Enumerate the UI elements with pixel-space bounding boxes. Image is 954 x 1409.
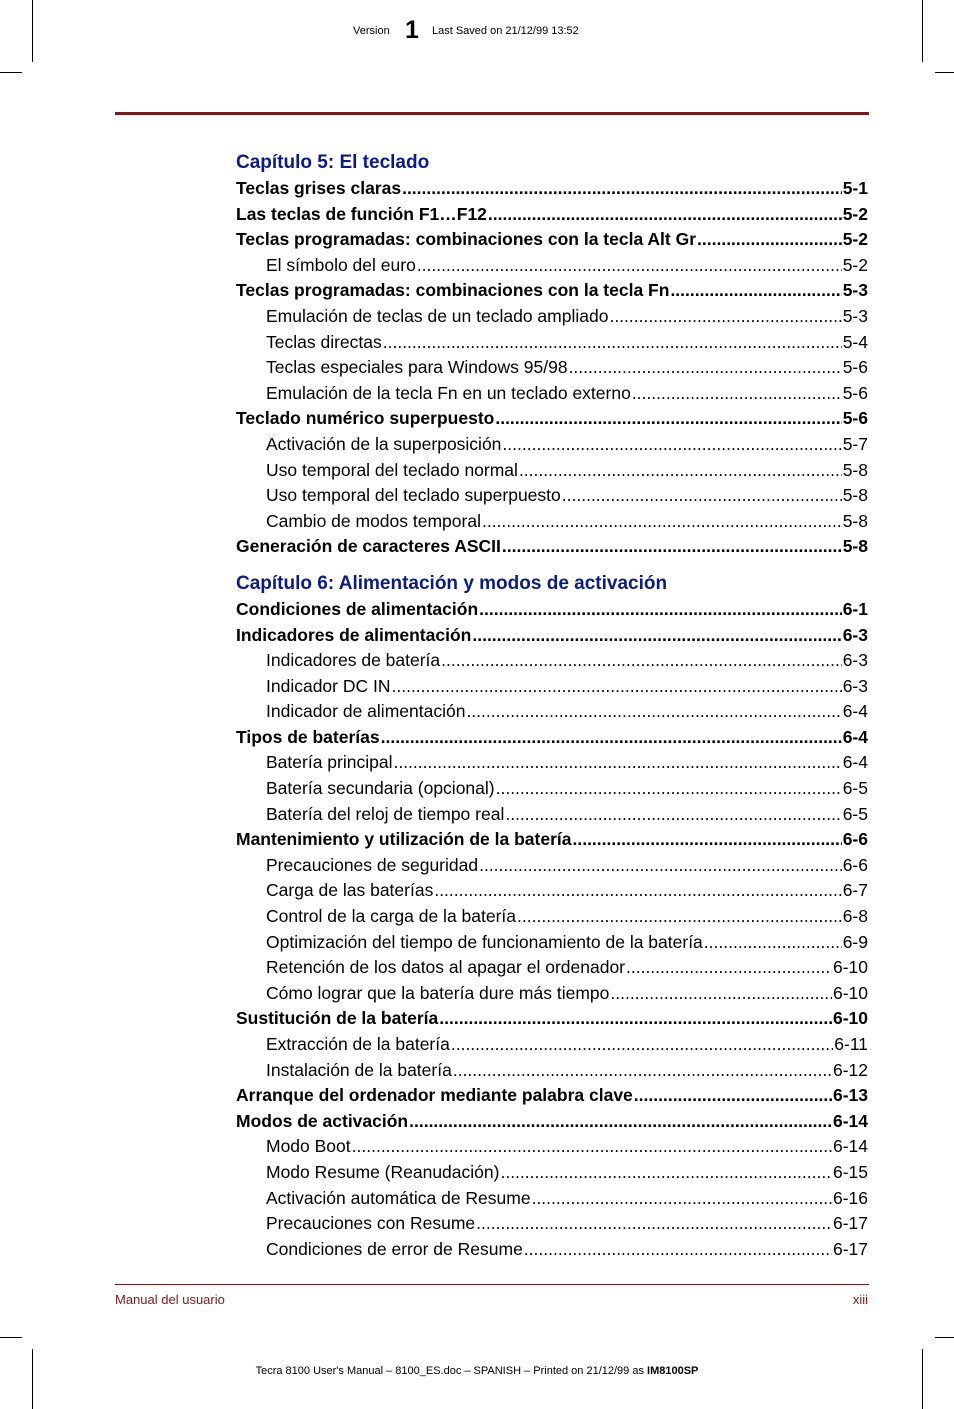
toc-entry-page: 6-6 bbox=[842, 829, 868, 850]
dot-leader bbox=[569, 355, 842, 381]
toc-entry-title: Carga de las baterías bbox=[266, 880, 434, 901]
dot-leader bbox=[476, 1211, 832, 1237]
dot-leader bbox=[381, 725, 842, 751]
crop-mark bbox=[32, 1349, 33, 1409]
toc-entry-title: Batería principal bbox=[266, 752, 393, 773]
dot-leader bbox=[453, 1058, 832, 1084]
toc-entry[interactable] bbox=[236, 330, 868, 356]
toc-entry-page: 6-17 bbox=[832, 1213, 868, 1234]
toc-entry-title: Emulación de teclas de un teclado ampliado bbox=[266, 305, 609, 326]
toc-entry-title: Teclas directas bbox=[266, 331, 382, 352]
toc-entry-page: 6-8 bbox=[842, 906, 868, 927]
toc-entry-title: Tipos de baterías bbox=[236, 726, 380, 747]
dot-leader bbox=[524, 1237, 832, 1263]
toc-entry-page: 6-3 bbox=[842, 624, 868, 645]
toc-entry[interactable] bbox=[236, 776, 868, 802]
toc-entry[interactable] bbox=[236, 1058, 868, 1084]
crop-mark bbox=[922, 1349, 923, 1409]
version-label: Version bbox=[353, 25, 390, 37]
dot-leader bbox=[502, 534, 842, 560]
toc-entry[interactable] bbox=[236, 955, 868, 981]
toc-entry-page: 6-16 bbox=[832, 1187, 868, 1208]
toc-entry[interactable] bbox=[236, 432, 868, 458]
toc-entry-page: 6-6 bbox=[842, 854, 868, 875]
toc-entry-page: 5-6 bbox=[842, 357, 868, 378]
toc-entry[interactable] bbox=[236, 253, 868, 279]
toc-entry-title: El símbolo del euro bbox=[266, 254, 416, 275]
toc-entry[interactable] bbox=[236, 802, 868, 828]
toc-entry-title: Generación de caracteres ASCII bbox=[236, 536, 501, 557]
crop-mark bbox=[0, 72, 22, 73]
toc-entry-page: 6-10 bbox=[832, 957, 868, 978]
toc-entry[interactable] bbox=[236, 227, 868, 253]
toc-entry-page: 6-10 bbox=[832, 1008, 868, 1029]
toc-entry-title: Teclas programadas: combinaciones con la tecla Alt Gr bbox=[236, 229, 697, 250]
toc-entry[interactable] bbox=[236, 355, 868, 381]
toc-entry[interactable] bbox=[236, 904, 868, 930]
toc-entry-title: Cambio de modos temporal bbox=[266, 510, 481, 531]
toc-entry-title: Batería secundaria (opcional) bbox=[266, 778, 495, 799]
toc-entry[interactable] bbox=[236, 725, 868, 751]
toc-entry[interactable] bbox=[236, 1032, 868, 1058]
toc-entry[interactable] bbox=[236, 1109, 868, 1135]
print-info-text: Tecra 8100 User's Manual – 8100_ES.doc – SPANISH – Printed on 21/12/99 as bbox=[255, 1365, 644, 1377]
print-info bbox=[0, 1365, 954, 1377]
toc-entry[interactable] bbox=[236, 981, 868, 1007]
toc-entry-title: Extracción de la batería bbox=[266, 1034, 450, 1054]
toc-entry[interactable] bbox=[236, 597, 868, 623]
toc-entry-page: 5-8 bbox=[842, 459, 868, 480]
toc-entry-page: 5-8 bbox=[842, 536, 868, 557]
dot-leader bbox=[670, 278, 841, 304]
toc-entry[interactable] bbox=[236, 483, 868, 509]
dot-leader bbox=[697, 227, 842, 253]
toc-entry-title: Activación automática de Resume bbox=[266, 1187, 531, 1208]
toc-entry-page: 5-2 bbox=[842, 203, 868, 224]
toc-entry-title: Sustitución de la batería bbox=[236, 1008, 439, 1029]
dot-leader bbox=[488, 202, 842, 228]
toc-entry[interactable] bbox=[236, 278, 868, 304]
toc-entry-title: Modos de activación bbox=[236, 1110, 409, 1131]
toc-entry-page: 6-5 bbox=[842, 803, 868, 824]
toc-entry[interactable] bbox=[236, 1237, 868, 1263]
toc-entry-page: 5-2 bbox=[842, 254, 868, 275]
toc-entry-title: Precauciones de seguridad bbox=[266, 854, 479, 875]
toc-entry-page: 5-8 bbox=[842, 510, 868, 531]
toc-entry-page: 6-9 bbox=[842, 931, 868, 952]
toc-entry-title: Modo Resume (Reanudación) bbox=[266, 1161, 500, 1182]
toc-entry-page: 5-8 bbox=[842, 485, 868, 506]
toc-entry[interactable] bbox=[236, 202, 868, 228]
toc-entry-page: 6-7 bbox=[842, 880, 868, 901]
toc-entry-page: 6-4 bbox=[842, 726, 868, 747]
toc-entry[interactable] bbox=[236, 304, 868, 330]
dot-leader bbox=[632, 381, 842, 407]
toc-entry-page: 6-14 bbox=[832, 1110, 868, 1131]
toc-entry-title: Optimización del tiempo de funcionamiento de la batería bbox=[266, 931, 703, 952]
toc-entry-title: Emulación de la tecla Fn en un teclado externo bbox=[266, 382, 631, 403]
toc-entry-title: Uso temporal del teclado normal bbox=[266, 459, 518, 480]
toc-entry-page: 6-3 bbox=[842, 675, 868, 696]
toc-entry[interactable] bbox=[236, 381, 868, 407]
toc-entry[interactable] bbox=[236, 458, 868, 484]
top-rule bbox=[115, 112, 869, 115]
dot-leader bbox=[502, 432, 841, 458]
dot-leader bbox=[409, 1109, 832, 1135]
toc-entry[interactable] bbox=[236, 406, 868, 432]
dot-leader bbox=[572, 827, 841, 853]
chapter-title: Capítulo 5: El teclado bbox=[236, 152, 430, 173]
page-number: xiii bbox=[852, 1292, 868, 1307]
toc-entry-title: Las teclas de función F1…F12 bbox=[236, 203, 487, 224]
crop-mark bbox=[935, 72, 954, 73]
toc-entry-page: 6-5 bbox=[842, 778, 868, 799]
toc-entry-title: Indicador DC IN bbox=[266, 675, 391, 696]
print-info-code: IM8100SP bbox=[647, 1365, 699, 1377]
toc-entry-title: Modo Boot bbox=[266, 1136, 351, 1157]
toc-entry-page: 6-12 bbox=[832, 1059, 868, 1080]
toc-entry-title: Retención de los datos al apagar el ordenador bbox=[266, 957, 625, 978]
toc-entry[interactable] bbox=[236, 699, 868, 725]
toc-entry[interactable] bbox=[236, 1006, 868, 1032]
toc-entry-title: Condiciones de alimentación bbox=[236, 598, 479, 619]
chapter-title: Capítulo 6: Alimentación y modos de activación bbox=[236, 572, 668, 594]
toc-entry-title: Uso temporal del teclado superpuesto bbox=[266, 485, 561, 506]
dot-leader bbox=[482, 509, 842, 535]
dot-leader bbox=[466, 699, 841, 725]
toc-entry-page: 6-17 bbox=[832, 1238, 868, 1259]
version-number: 1 bbox=[405, 16, 419, 44]
toc-entry-page: 5-2 bbox=[842, 229, 868, 250]
toc-entry[interactable] bbox=[236, 176, 868, 202]
toc-entry[interactable] bbox=[236, 623, 868, 649]
toc-entry[interactable] bbox=[236, 1134, 868, 1160]
toc-entry-title: Precauciones con Resume bbox=[266, 1213, 476, 1234]
toc-entry[interactable] bbox=[236, 930, 868, 956]
toc-entry-title: Teclas programadas: combinaciones con la tecla Fn bbox=[236, 280, 670, 301]
dot-leader bbox=[505, 802, 841, 828]
toc-entry-page: 5-1 bbox=[842, 178, 868, 198]
toc-entry-page: 6-1 bbox=[842, 598, 868, 619]
dot-leader bbox=[517, 904, 842, 930]
toc-entry-page: 5-7 bbox=[842, 433, 868, 454]
dot-leader bbox=[562, 483, 842, 509]
toc-entry-page: 5-6 bbox=[842, 408, 868, 429]
dot-leader bbox=[439, 1006, 832, 1032]
toc-entry[interactable] bbox=[236, 674, 868, 700]
toc-entry-page: 6-4 bbox=[842, 752, 868, 773]
toc-entry[interactable] bbox=[236, 853, 868, 879]
dot-leader bbox=[393, 750, 841, 776]
toc-entry-page: 6-3 bbox=[842, 650, 868, 671]
toc-entry-page: 6-13 bbox=[832, 1085, 868, 1106]
dot-leader bbox=[352, 1134, 832, 1160]
dot-leader bbox=[609, 304, 841, 330]
toc-entry[interactable] bbox=[236, 534, 868, 560]
crop-mark bbox=[0, 1337, 22, 1338]
toc-entry[interactable] bbox=[236, 750, 868, 776]
dot-leader bbox=[441, 648, 842, 674]
toc-entry[interactable] bbox=[236, 1083, 868, 1109]
toc-entry[interactable] bbox=[236, 509, 868, 535]
dot-leader bbox=[610, 981, 832, 1007]
toc-entry-page: 5-3 bbox=[842, 305, 868, 326]
toc-entry-page: 6-10 bbox=[832, 982, 868, 1003]
toc-entry-title: Condiciones de error de Resume bbox=[266, 1238, 523, 1259]
dot-leader bbox=[417, 253, 842, 279]
table-of-contents bbox=[236, 150, 868, 1262]
toc-entry-title: Instalación de la batería bbox=[266, 1059, 452, 1080]
toc-entry-title: Batería del reloj de tiempo real bbox=[266, 803, 505, 824]
dot-leader bbox=[634, 1083, 832, 1109]
dot-leader bbox=[402, 176, 842, 202]
dot-leader bbox=[479, 597, 842, 623]
toc-entry-page: 5-3 bbox=[842, 280, 868, 301]
toc-entry-page: 6-11 bbox=[834, 1034, 868, 1054]
toc-entry[interactable] bbox=[236, 1160, 868, 1186]
toc-entry[interactable] bbox=[236, 878, 868, 904]
toc-entry-title: Teclas grises claras bbox=[236, 178, 402, 198]
toc-entry-title: Cómo lograr que la batería dure más tiempo bbox=[266, 982, 610, 1003]
toc-entry-title: Teclado numérico superpuesto bbox=[236, 408, 495, 429]
dot-leader bbox=[451, 1032, 833, 1058]
dot-leader bbox=[532, 1186, 832, 1212]
toc-entry[interactable] bbox=[236, 1186, 868, 1212]
dot-leader bbox=[519, 458, 842, 484]
toc-entry[interactable] bbox=[236, 648, 868, 674]
dot-leader bbox=[496, 776, 842, 802]
toc-entry-title: Indicador de alimentación bbox=[266, 701, 466, 722]
footer-title: Manual del usuario bbox=[115, 1292, 225, 1307]
crop-mark bbox=[935, 1337, 954, 1338]
toc-entry[interactable] bbox=[236, 827, 868, 853]
toc-entry-page: 6-14 bbox=[832, 1136, 868, 1157]
toc-entry-title: Control de la carga de la batería bbox=[266, 906, 517, 927]
toc-entry-page: 5-4 bbox=[842, 331, 868, 352]
toc-entry-title: Activación de la superposición bbox=[266, 433, 502, 454]
dot-leader bbox=[434, 878, 841, 904]
dot-leader bbox=[495, 406, 841, 432]
bottom-rule bbox=[115, 1284, 869, 1285]
dot-leader bbox=[472, 623, 841, 649]
dot-leader bbox=[479, 853, 842, 879]
toc-entry-page: 6-4 bbox=[842, 701, 868, 722]
dot-leader bbox=[704, 930, 842, 956]
toc-entry-title: Indicadores de alimentación bbox=[236, 624, 472, 645]
document-header bbox=[0, 16, 954, 50]
dot-leader bbox=[500, 1160, 832, 1186]
toc-entry-page: 6-15 bbox=[832, 1161, 868, 1182]
dot-leader bbox=[383, 330, 842, 356]
toc-entry-title: Indicadores de batería bbox=[266, 650, 441, 671]
toc-entry-title: Mantenimiento y utilización de la batería bbox=[236, 829, 572, 850]
dot-leader bbox=[392, 674, 842, 700]
toc-entry-page: 5-6 bbox=[842, 382, 868, 403]
dot-leader bbox=[626, 955, 832, 981]
toc-entry-title: Teclas especiales para Windows 95/98 bbox=[266, 357, 568, 378]
toc-entry[interactable] bbox=[236, 1211, 868, 1237]
toc-entry-title: Arranque del ordenador mediante palabra clave bbox=[236, 1085, 633, 1106]
last-saved: Last Saved on 21/12/99 13:52 bbox=[432, 25, 579, 37]
